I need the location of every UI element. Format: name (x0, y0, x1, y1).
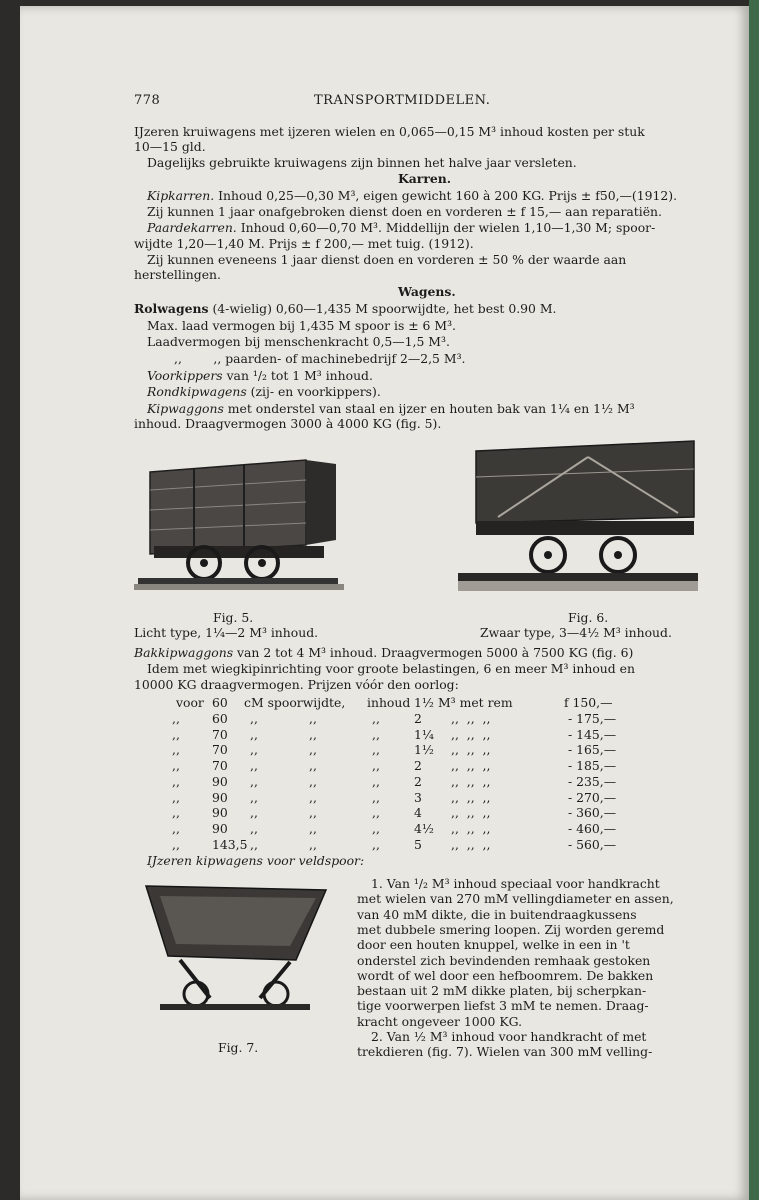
table-cell: - 360,— (568, 805, 617, 821)
fig5-light-tipping-wagon (134, 450, 344, 600)
text-line: met wielen van 270 mM vellingdiameter en assen, (357, 891, 674, 907)
text-line: Max. laad vermogen bij 1,435 M spoor is ± 6 M³. (147, 318, 456, 333)
subsection-heading-veldspoor: IJzeren kipwagens voor veldspoor: (147, 853, 365, 868)
text-line: onderstel zich bevindenden remhaak gestoken (357, 952, 651, 968)
table-cell: 70 (212, 758, 228, 774)
table-cell: 1½ (414, 742, 434, 758)
text-line: ,, ,, paarden- of machinebedrijf 2—2,5 M³. (174, 351, 466, 366)
text-line (134, 301, 557, 316)
section-heading-karren: Karren. (398, 171, 452, 186)
table-cell: ,, (172, 773, 180, 789)
term-rolwagens: Rolwagens (134, 301, 209, 316)
table-cell: ,, ,, ,, (451, 742, 491, 758)
table-cell: ,, (250, 758, 258, 774)
table-cell: - 145,— (568, 726, 617, 742)
table-cell: 4 (414, 805, 422, 821)
table-cell: - 235,— (568, 773, 617, 789)
table-cell: ,, (172, 836, 180, 852)
table-cell: ,, (309, 711, 317, 726)
text-line: IJzeren kruiwagens met ijzeren wielen en 0,065—0,15 M³ inhoud kosten per stuk (134, 124, 645, 139)
text-line (134, 645, 633, 660)
table-cell: - 560,— (568, 836, 617, 852)
text-span: van ¹/₂ tot 1 M³ inhoud. (226, 368, 373, 383)
section-heading-wagens: Wagens. (398, 284, 456, 299)
term-rondkipwagens: Rondkipwagens (147, 384, 247, 399)
term-kipwaggons: Kipwaggons (147, 401, 224, 416)
table-cell: ,, (372, 789, 380, 805)
text-line: tige voorwerpen liefst 3 mM te nemen. Draag- (357, 998, 649, 1014)
text-line: 2. Van ½ M³ inhoud voor handkracht of met (371, 1029, 647, 1044)
term-kipkarren: Kipkarren. (147, 188, 215, 203)
text-line: Zij kunnen eveneens 1 jaar dienst doen en vorderen ± 50 % der waarde aan (147, 252, 627, 267)
table-cell: 143,5 (212, 836, 248, 852)
table-cell: 70 (212, 726, 228, 742)
table-cell: ,, (309, 836, 317, 852)
table-cell: cM spoorwijdte, (244, 695, 346, 710)
table-cell: ,, ,, ,, (451, 773, 491, 789)
text-line: wijdte 1,20—1,40 M. Prijs ± f 200,— met tuig. (1912). (134, 236, 474, 251)
table-cell: 90 (212, 805, 228, 821)
text-span: Inhoud 0,60—0,70 M³. Middellijn der wielen 1,10—1,30 M; spoor- (240, 220, 656, 235)
fig6-label: Fig. 6. (568, 610, 609, 625)
table-cell: ,, (309, 742, 317, 758)
table-cell: ,, (372, 836, 380, 852)
adjacent-page-edge (749, 0, 759, 1200)
text-line: door een houten knuppel, welke in een in 't (357, 937, 630, 953)
table-cell: ,, ,, ,, (451, 836, 491, 852)
table-cell: ,, (372, 711, 380, 726)
text-line: inhoud. Draagvermogen 3000 à 4000 KG (fig. 5). (134, 416, 442, 431)
term-bakkipwaggons: Bakkipwaggons (134, 645, 234, 660)
table-cell: - 185,— (568, 758, 617, 774)
table-cell: ,, (372, 742, 380, 758)
table-cell: ,, (309, 773, 317, 789)
table-cell: ,, (309, 789, 317, 805)
table-cell: - 165,— (568, 742, 617, 758)
table-cell: ,, (250, 836, 258, 852)
text-line: Zij kunnen 1 jaar onafgebroken dienst doen en vorderen ± f 15,— aan reparatiën. (147, 204, 662, 219)
table-cell: ,, (309, 758, 317, 774)
table-cell: ,, ,, ,, (451, 758, 491, 774)
table-cell: inhoud (367, 695, 411, 710)
text-line (147, 220, 655, 235)
table-cell: 1¼ (414, 726, 434, 742)
table-cell: 60 (212, 695, 228, 710)
fig6-caption: Zwaar type, 3—4½ M³ inhoud. (480, 625, 672, 640)
table-cell: 90 (212, 820, 228, 836)
table-cell: ,, (250, 805, 258, 821)
text-line: Laadvermogen bij menschenkracht 0,5—1,5 M³. (147, 334, 450, 349)
table-cell: ,, (172, 758, 180, 774)
table-cell: ,, (250, 742, 258, 758)
term-paardekarren: Paardekarren. (147, 220, 237, 235)
table-cell: 4½ (414, 820, 434, 836)
table-cell: ,, (250, 820, 258, 836)
text-span: met onderstel van staal en ijzer en houten bak van 1¼ en 1½ M³ (227, 401, 635, 416)
table-cell: 5 (414, 836, 422, 852)
table-cell: ,, (172, 805, 180, 821)
table-cell: 2 (414, 711, 422, 726)
table-cell: ,, (172, 726, 180, 742)
table-cell: ,, (250, 789, 258, 805)
text-line: bestaan uit 2 mM dikke platen, bij scherpkan- (357, 983, 647, 999)
table-cell: ,, (172, 820, 180, 836)
text-line: 10—15 gld. (134, 139, 206, 154)
table-cell: - 460,— (568, 820, 617, 836)
text-line: trekdieren (fig. 7). Wielen van 300 mM velling- (357, 1044, 653, 1060)
table-cell: ,, (372, 773, 380, 789)
fig5-label: Fig. 5. (213, 610, 254, 625)
text-line: met dubbele smering loopen. Zij worden geremd (357, 921, 665, 937)
table-cell: ,, ,, ,, (451, 789, 491, 805)
table-cell: 2 (414, 773, 422, 789)
table-cell: ,, (372, 758, 380, 774)
text-span: (zij- en voorkippers). (250, 384, 381, 399)
text-line: Idem met wiegkipinrichting voor groote belastingen, 6 en meer M³ inhoud en (147, 661, 635, 676)
page-number: 778 (134, 93, 161, 108)
table-cell: 90 (212, 773, 228, 789)
table-cell: ,, (250, 773, 258, 789)
table-cell: ,, ,, ,, (451, 726, 491, 742)
table-cell: ,, (372, 805, 380, 821)
table-cell: 70 (212, 742, 228, 758)
table-cell: 90 (212, 789, 228, 805)
table-cell: ,, ,, ,, (451, 805, 491, 821)
text-line: 1. Van ¹/₂ M³ inhoud speciaal voor handkracht (371, 876, 660, 891)
text-line: kracht ongeveer 1000 KG. (357, 1013, 523, 1029)
table-cell: 1½ (414, 695, 434, 710)
text-line: Dagelijks gebruikte kruiwagens zijn binnen het halve jaar versleten. (147, 155, 577, 170)
table-cell: 2 (414, 758, 422, 774)
table-cell: ,, (309, 820, 317, 836)
table-cell: f 150,— (564, 695, 613, 710)
table-cell: 3 (414, 789, 422, 805)
text-line: wordt of wel door een hefboomrem. De bakken (357, 967, 654, 983)
table-cell: ,, (309, 805, 317, 821)
table-cell: 60 (212, 711, 228, 726)
text-line: van 40 mM dikte, die in buitendraagkussens (357, 906, 637, 922)
table-cell: ,, (250, 711, 258, 726)
text-span: van 2 tot 4 M³ inhoud. Draagvermogen 5000 à 7500 KG (fig. 6) (237, 645, 634, 660)
table-cell: ,, ,, ,, (451, 820, 491, 836)
text-line (147, 401, 635, 416)
table-cell: M³ met rem (438, 695, 513, 710)
fig5-caption: Licht type, 1¼—2 M³ inhoud. (134, 625, 319, 640)
table-cell: ,, (172, 789, 180, 805)
fig6-heavy-tipping-wagon (458, 437, 698, 602)
fig7-label: Fig. 7. (218, 1040, 259, 1055)
text-line (147, 368, 373, 383)
table-cell: ,, (250, 726, 258, 742)
table-cell: - 270,— (568, 789, 617, 805)
table-cell: - 175,— (568, 711, 617, 726)
table-cell: ,, (372, 726, 380, 742)
fig7-field-railway-tipping-wagon (140, 876, 330, 1024)
text-line (147, 384, 381, 399)
running-title: TRANSPORTMIDDELEN. (314, 93, 491, 108)
term-voorkippers: Voorkippers (147, 368, 223, 383)
table-cell: ,, (372, 820, 380, 836)
text-line (147, 188, 677, 203)
text-line: herstellingen. (134, 267, 221, 282)
table-cell: ,, (172, 742, 180, 758)
table-cell: ,, ,, ,, (451, 711, 491, 726)
text-line: 10000 KG draagvermogen. Prijzen vóór den oorlog: (134, 677, 459, 692)
table-cell: voor (176, 695, 204, 710)
text-span: Inhoud 0,25—0,30 M³, eigen gewicht 160 à 200 KG. Prijs ± f50,—(1912). (218, 188, 678, 203)
table-cell: ,, (172, 711, 180, 726)
text-span: (4-wielig) 0,60—1,435 M spoorwijdte, het best 0.90 M. (212, 301, 557, 316)
table-cell: ,, (309, 726, 317, 742)
